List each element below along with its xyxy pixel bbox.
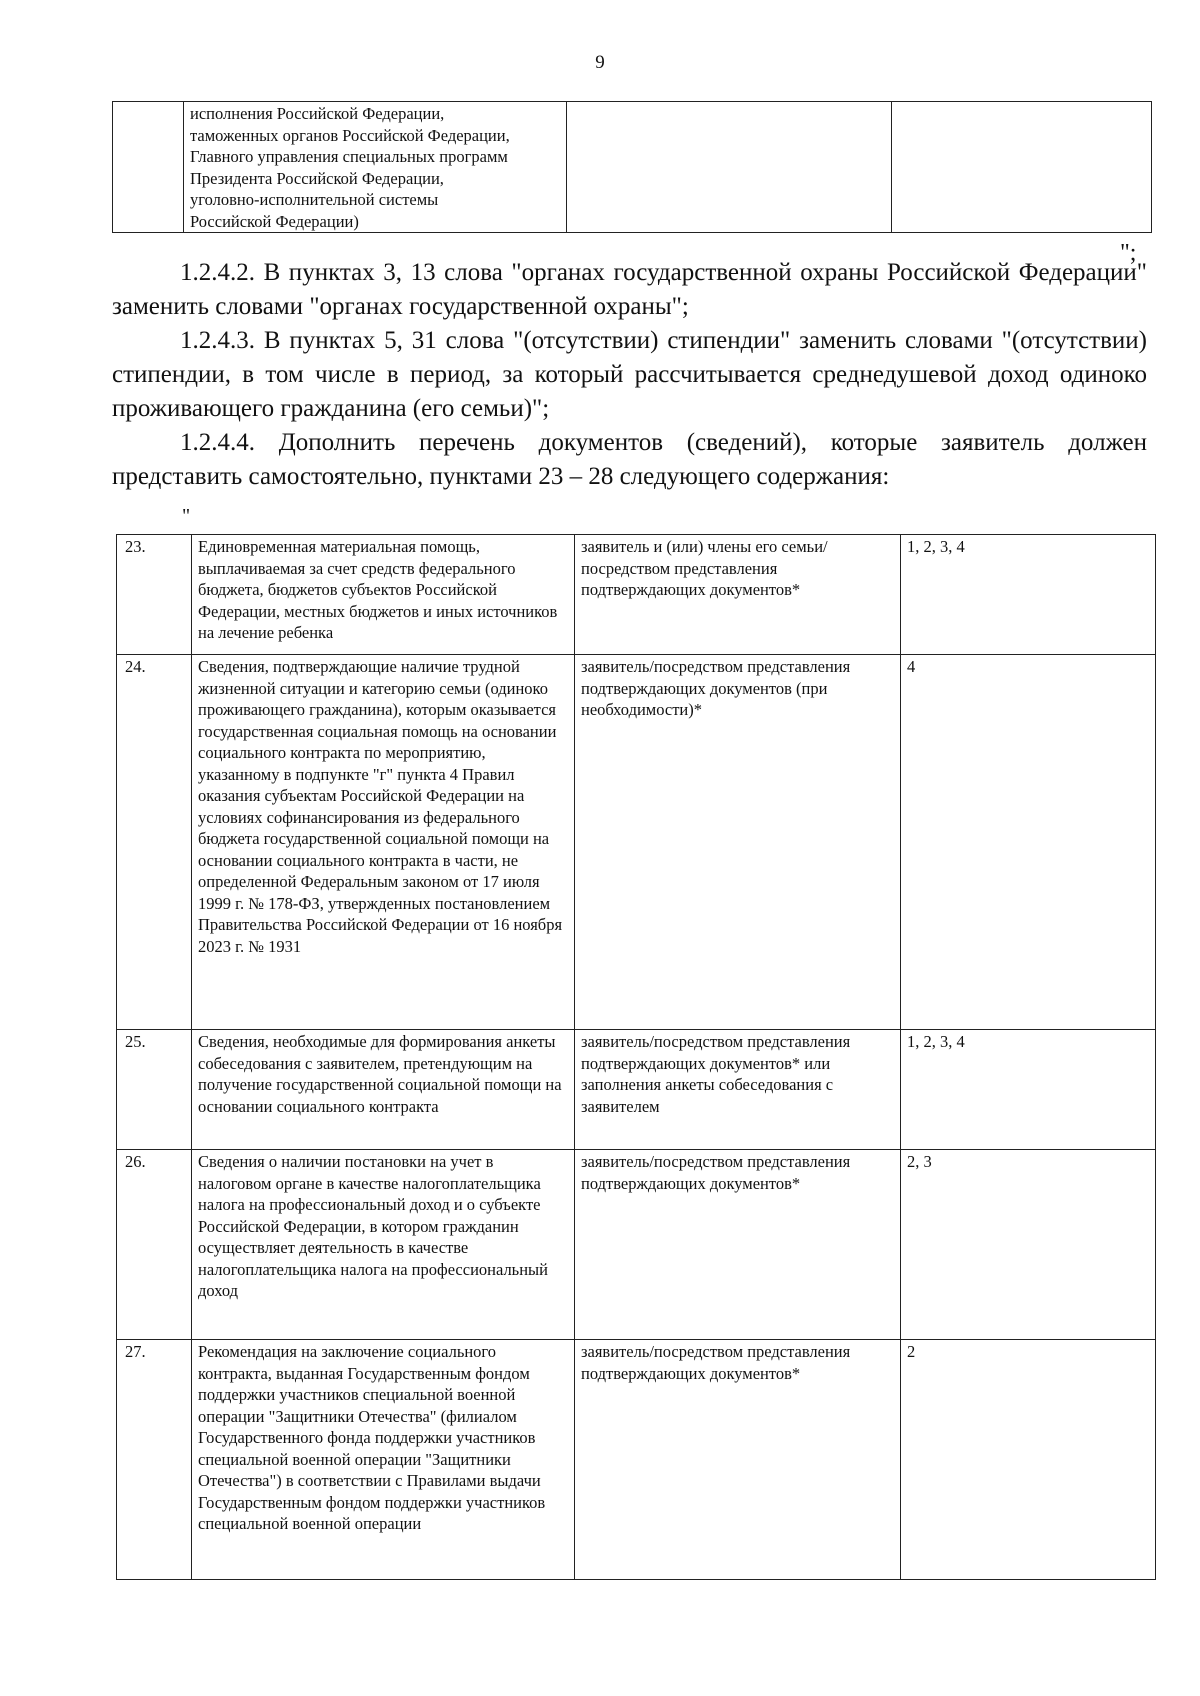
page-number: 9 <box>595 52 605 73</box>
paragraph-1-2-4-2: 1.2.4.2. В пунктах 3, 13 слова "органах государственной охраны Российской Федерации" заменить словами "органах государственной охраны"; <box>112 259 1147 320</box>
table-row <box>117 1340 1156 1580</box>
row-document-name: Единовременная материальная помощь, выплачиваемая за счет средств федерального бюджета, бюджетов субъектов Российской Федерации, местных бюджетов и иных источников на лечение ребенка <box>192 535 575 655</box>
row-number: 27. <box>117 1340 192 1580</box>
documents-table <box>116 534 1156 1580</box>
row-codes: 1, 2, 3, 4 <box>901 1030 1156 1150</box>
row-codes: 4 <box>901 655 1156 1030</box>
row-number: 23. <box>117 535 192 655</box>
paragraph-1-2-4-3: 1.2.4.3. В пунктах 5, 31 слова "(отсутствии) стипендии" заменить словами "(отсутствии) стипендии, в том числе в период, за который рассчитывается среднедушевой доход одиноко проживающего гражданина (его семьи)"; <box>112 327 1147 422</box>
top-table <box>112 101 1152 233</box>
paragraph-1-2-4-4: 1.2.4.4. Дополнить перечень документов (сведений), которые заявитель должен представить самостоятельно, пунктами 23 – 28 следующего содержания: <box>112 429 1147 490</box>
table-row <box>113 102 1152 233</box>
row-document-name: Рекомендация на заключение социального контракта, выданная Государственным фондом поддержки участников специальной военной операции "Защитники Отечества" (филиалом Государственного фонда поддержки участников специальной военной операции "Защитники Отечества") в соответствии с Правилами выдачи Государственным фондом поддержки участников специальной военной операции <box>192 1340 575 1580</box>
row-codes: 1, 2, 3, 4 <box>901 535 1156 655</box>
row-number: 25. <box>117 1030 192 1150</box>
row-document-source: заявитель и (или) члены его семьи/посредством представления подтверждающих документов* <box>575 535 901 655</box>
opening-quote: " <box>182 505 191 527</box>
row-number: 26. <box>117 1150 192 1340</box>
row-document-source: заявитель/посредством представления подтверждающих документов* или заполнения анкеты собеседования с заявителем <box>575 1030 901 1150</box>
row-codes: 2, 3 <box>901 1150 1156 1340</box>
row-document-source: заявитель/посредством представления подтверждающих документов* <box>575 1340 901 1580</box>
closing-quote: "; <box>1120 240 1137 266</box>
row-codes: 2 <box>901 1340 1156 1580</box>
table-cell-codes <box>892 102 1152 233</box>
row-number: 24. <box>117 655 192 1030</box>
table-row <box>117 535 1156 655</box>
table-cell-source <box>567 102 892 233</box>
table-cell-number <box>113 102 184 233</box>
table-row <box>117 1030 1156 1150</box>
table-row <box>117 1150 1156 1340</box>
row-document-name: Сведения, необходимые для формирования анкеты собеседования с заявителем, претендующим на получение государственной социальной помощи на основании социального контракта <box>192 1030 575 1150</box>
row-document-source: заявитель/посредством представления подтверждающих документов (при необходимости)* <box>575 655 901 1030</box>
row-document-source: заявитель/посредством представления подтверждающих документов* <box>575 1150 901 1340</box>
row-document-name: Сведения о наличии постановки на учет в налоговом органе в качестве налогоплательщика налога на профессиональный доход и о субъекте Российской Федерации, в котором гражданин осуществляет деятельность в качестве налогоплательщика налога на профессиональный доход <box>192 1150 575 1340</box>
table-cell-name: исполнения Российской Федерации, таможенных органов Российской Федерации, Главного управления специальных программ Президента Российской Федерации, уголовно-исполнительной системы Российской Федерации) <box>184 102 567 233</box>
row-document-name: Сведения, подтверждающие наличие трудной жизненной ситуации и категорию семьи (одиноко проживающего гражданина), которым оказывается государственная социальная помощь на основании социального контракта по мероприятию, указанному в подпункте "г" пункта 4 Правил оказания субъектам Российской Федерации на условиях софинансирования из федерального бюджета государственной социальной помощи на основании социального контракта в части, не определенной Федеральным законом от 17 июля 1999 г. № 178-ФЗ, утвержденных постановлением Правительства Российской Федерации от 16 ноября 2023 г. № 1931 <box>192 655 575 1030</box>
table-row <box>117 655 1156 1030</box>
